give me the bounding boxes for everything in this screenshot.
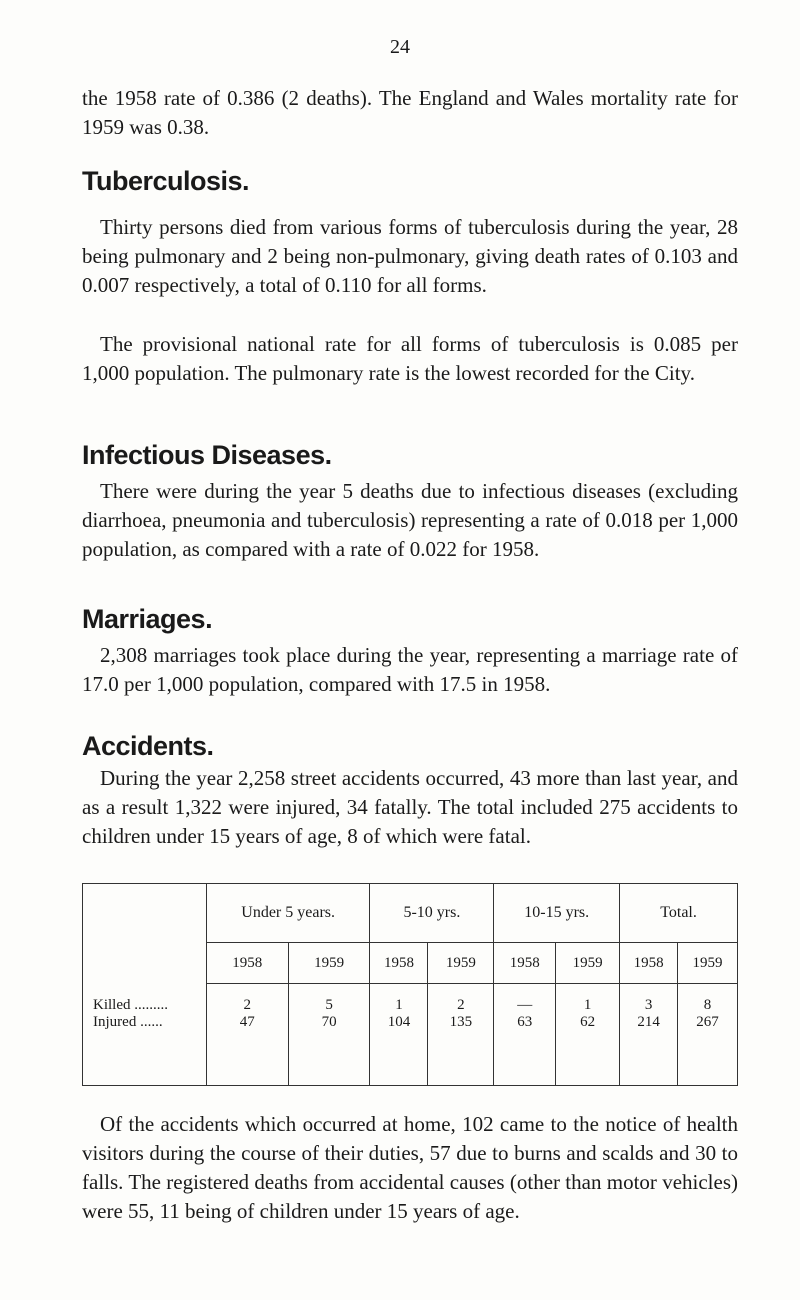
row-labels bbox=[83, 984, 207, 1086]
group-header-10-15: 10-15 yrs. bbox=[494, 884, 620, 943]
year-header: 1959 bbox=[556, 943, 620, 984]
year-header: 1958 bbox=[206, 943, 288, 984]
year-header: 1958 bbox=[494, 943, 556, 984]
tuberculosis-paragraph-1: Thirty persons died from various forms of tuberculosis during the year, 28 being pulmonary and 2 being non-pulmonary, giving death rates of 0.103 and 0.007 respectively, a total of 0.110 for all forms. bbox=[82, 215, 738, 297]
marriages-paragraph: 2,308 marriages took place during the year, representing a marriage rate of 17.0 per 1,000 population, compared with 17.5 in 1958. bbox=[82, 643, 738, 696]
infectious-diseases-paragraph: There were during the year 5 deaths due to infectious diseases (excluding diarrhoea, pneumonia and tuberculosis) representing a rate of 0.018 per 1,000 population, as compared with a rate of 0.022 for 1958. bbox=[82, 479, 738, 561]
year-header: 1958 bbox=[620, 943, 678, 984]
accidents-heading: Accidents. bbox=[82, 731, 214, 761]
table-cell: 1 104 bbox=[370, 984, 428, 1086]
marriages-heading: Marriages. bbox=[82, 604, 213, 634]
table-corner bbox=[83, 884, 207, 984]
page-number: 24 bbox=[390, 36, 410, 58]
table-cell: — 63 bbox=[494, 984, 556, 1086]
table-cell: 5 70 bbox=[288, 984, 370, 1086]
year-header: 1959 bbox=[428, 943, 494, 984]
year-header: 1959 bbox=[288, 943, 370, 984]
row-label-injured: Injured ...... bbox=[93, 1013, 163, 1030]
table-cell: 8 267 bbox=[678, 984, 738, 1086]
tuberculosis-heading: Tuberculosis. bbox=[82, 166, 250, 196]
table-cell: 1 62 bbox=[556, 984, 620, 1086]
group-header-5-10: 5-10 yrs. bbox=[370, 884, 494, 943]
accidents-paragraph-1: During the year 2,258 street accidents occurred, 43 more than last year, and as a result 1,322 were injured, 34 fatally. The total included 275 accidents to children under 15 years of age, 8 of which were fatal. bbox=[82, 766, 738, 848]
table-cell: 2 47 bbox=[206, 984, 288, 1086]
year-header: 1959 bbox=[678, 943, 738, 984]
group-header-under-5: Under 5 years. bbox=[206, 884, 370, 943]
group-header-total: Total. bbox=[620, 884, 738, 943]
intro-paragraph: the 1958 rate of 0.386 (2 deaths). The England and Wales mortality rate for 1959 was 0.38. bbox=[82, 86, 738, 139]
table-cell: 2 135 bbox=[428, 984, 494, 1086]
infectious-diseases-heading: Infectious Diseases. bbox=[82, 440, 332, 470]
accidents-table bbox=[82, 883, 738, 1086]
tuberculosis-paragraph-2: The provisional national rate for all forms of tuberculosis is 0.085 per 1,000 population. The pulmonary rate is the lowest recorded for the City. bbox=[82, 332, 738, 385]
table-cell: 3 214 bbox=[620, 984, 678, 1086]
row-label-killed: Killed ......... bbox=[93, 996, 168, 1013]
year-header: 1958 bbox=[370, 943, 428, 984]
accidents-paragraph-2: Of the accidents which occurred at home, 102 came to the notice of health visitors during the course of their duties, 57 due to burns and scalds and 30 to falls. The registered deaths from accidental causes (other than motor vehicles) were 55, 11 being of children under 15 years of age. bbox=[82, 1112, 738, 1223]
